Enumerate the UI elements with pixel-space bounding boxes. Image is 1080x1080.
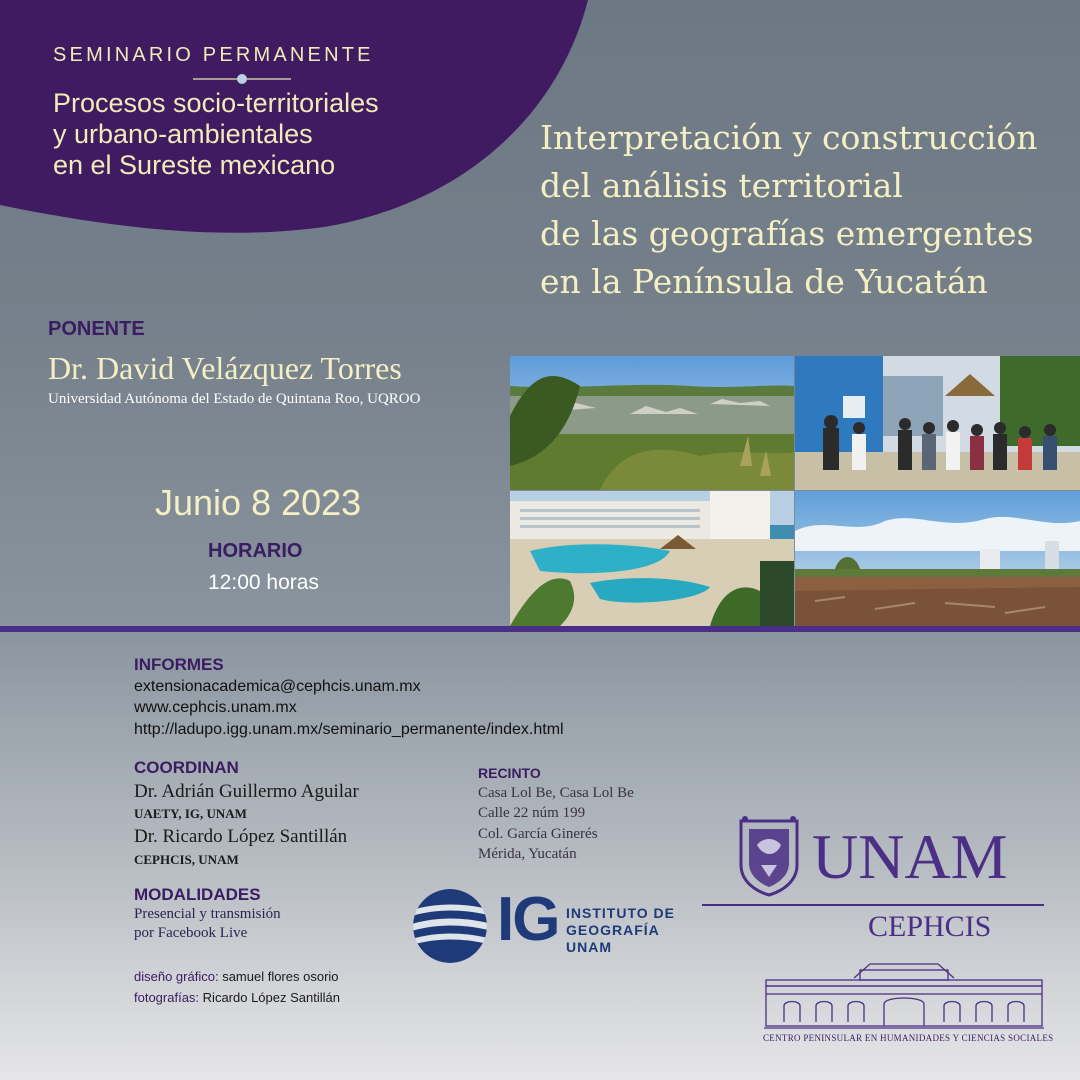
photo-credit [134, 990, 340, 1005]
coordinator-name: Dr. Adrián Guillermo Aguilar [134, 781, 359, 802]
talk-title-line: de las geografías emergentes [540, 214, 1034, 253]
speaker-affiliation: Universidad Autónoma del Estado de Quintana Roo, UQROO [48, 391, 421, 407]
modalities-line: Presencial y transmisión [134, 906, 281, 922]
unam-crest-icon [735, 815, 803, 897]
ig-logo-text-line: UNAM [566, 939, 612, 955]
speaker-heading: PONENTE [48, 318, 145, 340]
series-title-line: Procesos socio-territoriales [53, 88, 379, 118]
design-credit [134, 969, 339, 984]
coordinators-heading: COORDINAN [134, 758, 239, 777]
time-heading: HORARIO [208, 540, 303, 562]
design-credit-label: diseño gráfico: [134, 969, 219, 984]
series-title-line: en el Sureste mexicano [53, 150, 336, 180]
talk-title [540, 114, 1070, 306]
venue-line: Calle 22 núm 199 [478, 805, 586, 821]
talk-title-line: en la Península de Yucatán [540, 262, 988, 301]
photo-credit-value: Ricardo López Santillán [202, 990, 340, 1005]
modalities-line: por Facebook Live [134, 925, 248, 941]
coordinator-name: Dr. Ricardo López Santillán [134, 826, 348, 847]
speaker-name: Dr. David Velázquez Torres [48, 350, 402, 386]
section-divider [0, 626, 1080, 632]
unam-wordmark: UNAM [812, 821, 1008, 892]
info-website-link[interactable]: www.cephcis.unam.mx [134, 699, 297, 716]
photo-resort-pool [510, 491, 794, 626]
talk-title-line: Interpretación y construcción [540, 118, 1038, 157]
venue-heading: RECINTO [478, 765, 541, 781]
ig-logo-text-line: INSTITUTO DE [566, 905, 675, 921]
info-url-link[interactable]: http://ladupo.igg.unam.mx/seminario_permanente/index.html [134, 721, 564, 738]
talk-title-line: del análisis territorial [540, 166, 903, 205]
photo-community-gathering [795, 356, 1080, 490]
ig-logo-letters: IG [497, 885, 559, 954]
info-email-link[interactable]: extensionacademica@cephcis.unam.mx [134, 678, 421, 695]
ig-logo-text [566, 905, 675, 956]
modalities-heading: MODALIDADES [134, 885, 261, 904]
photo-grid [510, 356, 1080, 626]
design-credit-value: samuel flores osorio [222, 969, 339, 984]
series-label: SEMINARIO PERMANENTE [53, 44, 374, 66]
event-time: 12:00 horas [208, 571, 319, 594]
event-date: Junio 8 2023 [155, 482, 362, 523]
photo-lagoon-landscape [510, 356, 794, 490]
unam-rule [702, 904, 1044, 906]
photo-credit-label: fotografías: [134, 990, 200, 1005]
cephcis-wordmark: CEPHCIS [868, 910, 992, 943]
ig-globe-icon [405, 886, 495, 966]
ig-logo-text-line: GEOGRAFÍA [566, 922, 660, 938]
series-divider [193, 73, 291, 85]
photo-cleared-land [795, 491, 1080, 626]
center-full-name: CENTRO PENINSULAR EN HUMANIDADES Y CIENCIAS SOCIALES [763, 1033, 1054, 1043]
coordinator-affiliation: UAETY, IG, UNAM [134, 806, 247, 821]
series-title [53, 88, 523, 181]
venue-line: Mérida, Yucatán [478, 846, 577, 862]
info-heading: INFORMES [134, 655, 224, 674]
cephcis-building-icon [764, 960, 1044, 1032]
series-title-line: y urbano-ambientales [53, 119, 313, 149]
venue-line: Col. García Ginerés [478, 826, 598, 842]
coordinator-affiliation: CEPHCIS, UNAM [134, 852, 239, 867]
venue-line: Casa Lol Be, Casa Lol Be [478, 785, 634, 801]
